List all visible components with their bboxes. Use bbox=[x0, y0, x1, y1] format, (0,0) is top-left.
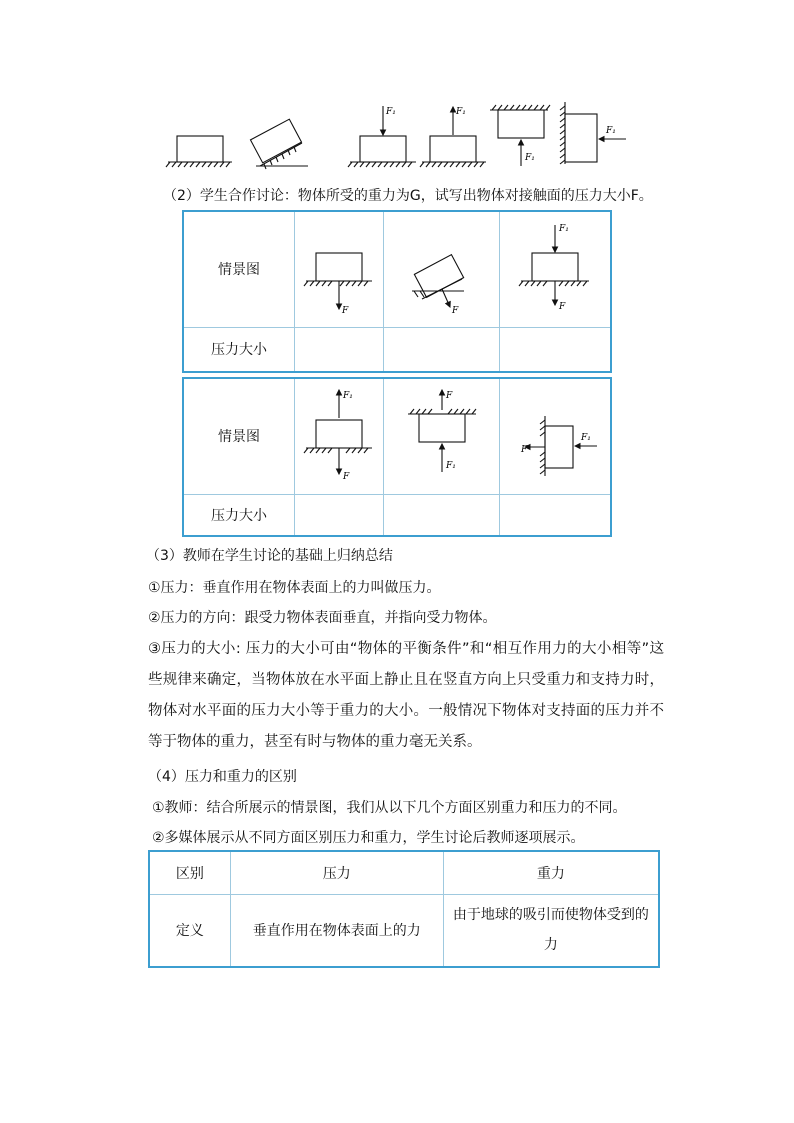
row-label-scene: 情景图 bbox=[183, 211, 295, 327]
scene-cell bbox=[500, 378, 611, 494]
answer-cell[interactable] bbox=[500, 494, 611, 536]
fig-ground-f1-down bbox=[505, 217, 605, 317]
row-label-pressure: 压力大小 bbox=[183, 494, 295, 536]
summary-item-2: ②压力的方向：跟受力物体表面垂直，并指向受力物体。 bbox=[148, 610, 497, 626]
svg-text:F₁: F₁ bbox=[343, 391, 353, 402]
header-gravity: 重力 bbox=[443, 851, 659, 894]
answer-cell[interactable] bbox=[384, 327, 500, 372]
distinction-item-2: ②多媒体展示从不同方面区别压力和重力，学生讨论后教师逐项展示。 bbox=[152, 830, 585, 846]
svg-text:F₁: F₁ bbox=[445, 461, 456, 472]
fig-ground-force-down bbox=[296, 217, 382, 317]
answer-cell[interactable] bbox=[384, 494, 500, 536]
section-4-heading: （4）压力和重力的区别 bbox=[148, 769, 297, 785]
comparison-table bbox=[148, 850, 660, 968]
svg-text:F: F bbox=[451, 306, 458, 317]
svg-text:F: F bbox=[445, 391, 452, 402]
fig-ceiling-force bbox=[392, 384, 492, 484]
answer-cell[interactable] bbox=[295, 494, 384, 536]
header-pressure: 压力 bbox=[230, 851, 443, 894]
fig-block-on-ground bbox=[166, 136, 232, 167]
svg-text:F: F bbox=[521, 445, 528, 456]
top-figures bbox=[160, 98, 640, 174]
fig-block-with-force-down bbox=[348, 106, 416, 167]
section-2-heading: （2）学生合作讨论：物体所受的重力为G，试写出物体对接触面的压力大小F。 bbox=[163, 188, 653, 204]
svg-text:F₁: F₁ bbox=[386, 107, 396, 117]
scenario-table-1 bbox=[182, 210, 612, 373]
header-distinction: 区别 bbox=[149, 851, 230, 894]
section-3-heading: （3）教师在学生讨论的基础上归纳总结 bbox=[146, 548, 393, 564]
summary-item-1: ①压力：垂直作用在物体表面上的力叫做压力。 bbox=[148, 580, 441, 596]
scene-cell bbox=[384, 378, 500, 494]
pressure-definition: 垂直作用在物体表面上的力 bbox=[230, 894, 443, 967]
fig-incline-force bbox=[392, 217, 492, 317]
distinction-item-1: ①教师：结合所展示的情景图，我们从以下几个方面区别重力和压力的不同。 bbox=[152, 800, 627, 816]
scenario-table-2 bbox=[182, 377, 612, 537]
svg-text:F: F bbox=[343, 472, 350, 483]
svg-text:F: F bbox=[559, 302, 566, 313]
row-label-pressure: 压力大小 bbox=[183, 327, 295, 372]
svg-text:F₁: F₁ bbox=[606, 126, 616, 136]
fig-wall-force bbox=[505, 384, 605, 484]
fig-block-with-force-up bbox=[420, 107, 486, 167]
svg-text:F₁: F₁ bbox=[525, 153, 535, 163]
fig-block-against-wall bbox=[560, 102, 626, 164]
scene-cell bbox=[295, 211, 384, 327]
scene-cell bbox=[500, 211, 611, 327]
svg-text:F₁: F₁ bbox=[456, 107, 466, 117]
svg-text:F₁: F₁ bbox=[581, 433, 592, 444]
fig-block-on-incline bbox=[250, 119, 308, 169]
summary-item-3: ③压力的大小: 压力的大小可由“物体的平衡条件”和“相互作用力的大小相等”这些规律来确定，当物体放在水平面上静止且在竖直方向上只受重力和支持力时，物体对水平面的压力大小等于重力的大小。一般情况下物体对支持面的压力并不等于物体的重力，甚至有时与物体的重力毫无关系。 bbox=[148, 641, 664, 750]
scene-cell bbox=[384, 211, 500, 327]
svg-text:F₁: F₁ bbox=[559, 224, 570, 235]
scene-cell bbox=[295, 378, 384, 494]
gravity-definition: 由于地球的吸引而使物体受到的力 bbox=[443, 894, 659, 967]
answer-cell[interactable] bbox=[500, 327, 611, 372]
row-definition-label: 定义 bbox=[149, 894, 230, 967]
row-label-scene: 情景图 bbox=[183, 378, 295, 494]
answer-cell[interactable] bbox=[295, 327, 384, 372]
fig-ground-f1-up bbox=[296, 384, 382, 484]
fig-block-against-ceiling bbox=[490, 105, 550, 166]
svg-text:F: F bbox=[342, 306, 349, 317]
